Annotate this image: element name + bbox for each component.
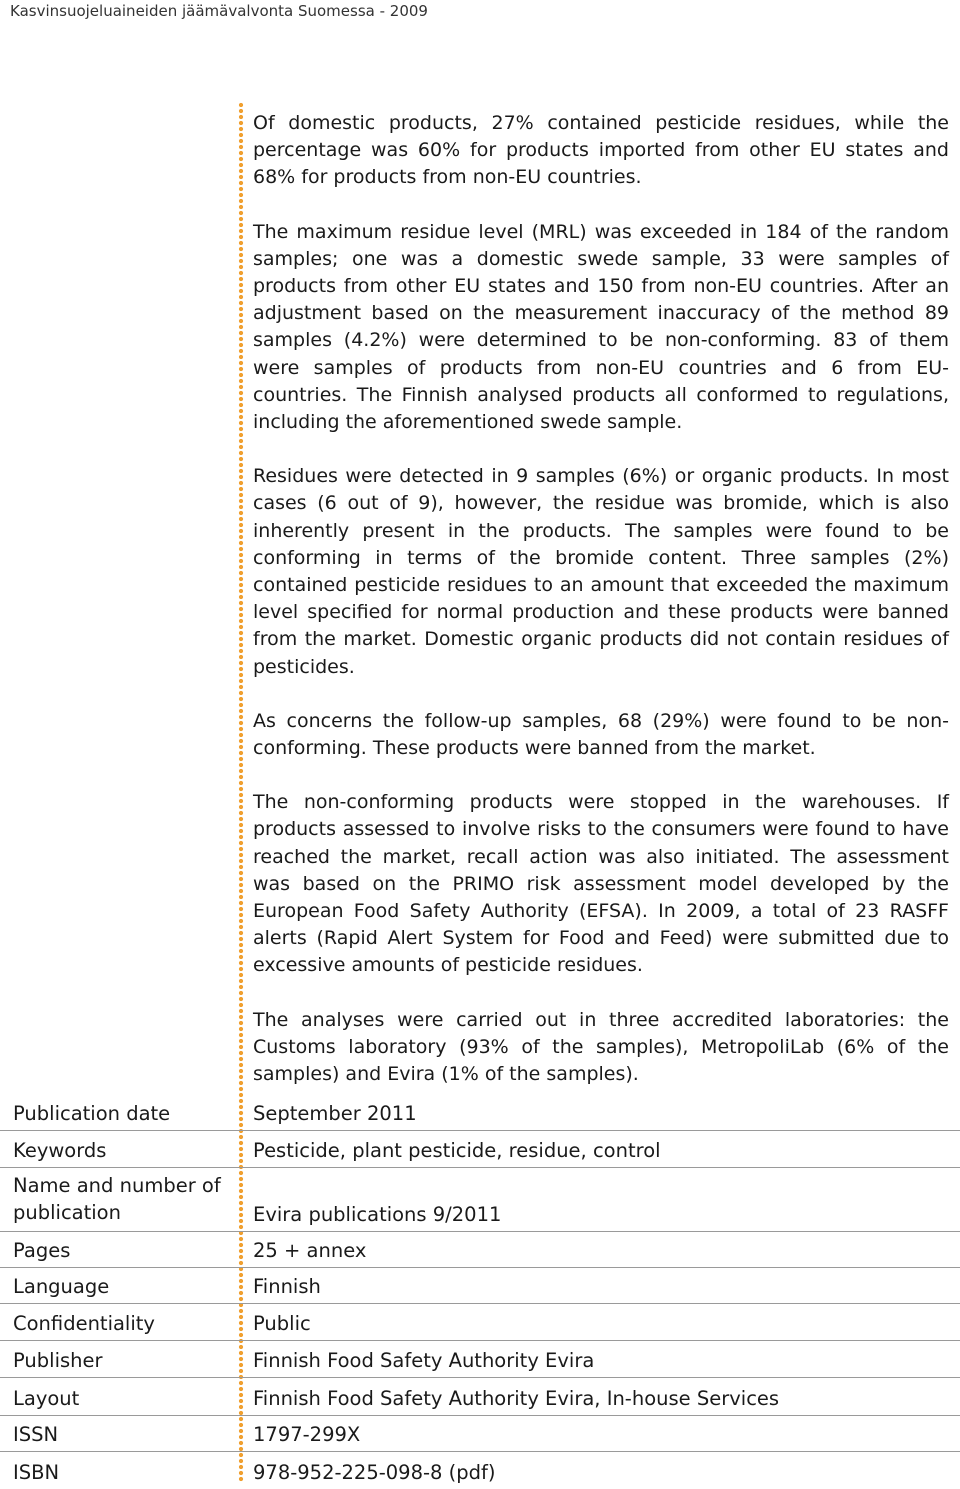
metadata-value: Finnish — [253, 1274, 321, 1298]
metadata-value: Finnish Food Safety Authority Evira — [253, 1348, 595, 1372]
metadata-row-layout — [0, 1377, 960, 1415]
metadata-value: September 2011 — [253, 1101, 417, 1125]
metadata-label: Publisher — [13, 1348, 103, 1372]
metadata-label: Name and number of publication — [13, 1173, 221, 1224]
metadata-label: ISBN — [13, 1461, 60, 1484]
metadata-value: Finnish Food Safety Authority Evira, In-house Services — [253, 1386, 780, 1410]
metadata-value: Public — [253, 1311, 311, 1335]
metadata-value: Pesticide, plant pesticide, residue, control — [253, 1138, 661, 1162]
metadata-value: Evira publications 9/2011 — [253, 1202, 502, 1226]
metadata-row-publisher — [0, 1340, 960, 1377]
metadata-row-publication-name — [0, 1167, 960, 1231]
paragraph-laboratories: The analyses were carried out in three accredited laboratories: the Customs laboratory (93% of the samples), MetropoliLab (6% of the samples) and Evira (1% of the samples). — [253, 1008, 949, 1086]
metadata-row-isbn — [0, 1451, 960, 1489]
metadata-row-issn — [0, 1415, 960, 1451]
paragraph-mrl-exceeded: The maximum residue level (MRL) was exceeded in 184 of the random samples; one was a domestic swede sample, 33 were samples of products from other EU states and 150 from non-EU countries. After an adjustment based on the measurement inaccuracy of the method 89 samples (4.2%) were determined to be non-conforming. 83 of them were samples of products from non-EU countries and 6 from EU-countries. The Finnish analysed products all conformed to regulations, including the aforementioned swede sample. — [253, 220, 949, 434]
paragraph-follow-up-samples: As concerns the follow-up samples, 68 (29%) were found to be non-conforming. These products were banned from the market. — [253, 709, 949, 760]
metadata-label: ISSN — [13, 1422, 59, 1446]
metadata-label: Pages — [13, 1238, 71, 1262]
paragraph-organic-products: Residues were detected in 9 samples (6%) or organic products. In most cases (6 out of 9), however, the residue was bromide, which is also inherently present in the products. The samples were found to be conforming in terms of the bromide content. Three samples (2%) contained pesticide residues to an amount that exceeded the maximum level specified for normal production and these products were banned from the market. Domestic organic products did not contain residues of pesticides. — [253, 465, 949, 678]
metadata-row-keywords — [0, 1130, 960, 1167]
metadata-label: Language — [13, 1274, 110, 1298]
summary-text — [253, 110, 949, 1115]
metadata-value: 978-952-225-098-8 (pdf) — [253, 1461, 496, 1484]
metadata-row-pages — [0, 1231, 960, 1267]
metadata-value: 1797-299X — [253, 1422, 361, 1446]
publication-metadata-table — [0, 1094, 960, 1489]
metadata-row-language — [0, 1267, 960, 1303]
metadata-label: Layout — [13, 1386, 80, 1410]
metadata-label: Publication date — [13, 1101, 171, 1125]
metadata-label: Keywords — [13, 1138, 107, 1162]
running-header: Kasvinsuojeluaineiden jäämävalvonta Suomessa - 2009 — [10, 2, 428, 20]
metadata-row-publication-date — [0, 1094, 960, 1130]
paragraph-domestic-residues: Of domestic products, 27% contained pesticide residues, while the percentage was 60% for products imported from other EU states and 68% for products from non-EU countries. — [253, 112, 949, 189]
metadata-row-confidentiality — [0, 1303, 960, 1340]
metadata-value: 25 + annex — [253, 1238, 367, 1262]
paragraph-non-conforming-actions: The non-conforming products were stopped in the warehouses. If products assessed to involve risks to the consumers were found to have reached the market, recall action was also initiated. The assessment was based on the PRIMO risk assessment model developed by the European Food Safety Authority (EFSA). In 2009, a total of 23 RASFF alerts (Rapid Alert System for Food and Feed) were submitted due to excessive amounts of pesticide residues. — [253, 791, 949, 977]
metadata-label: Confidentiality — [13, 1311, 155, 1335]
